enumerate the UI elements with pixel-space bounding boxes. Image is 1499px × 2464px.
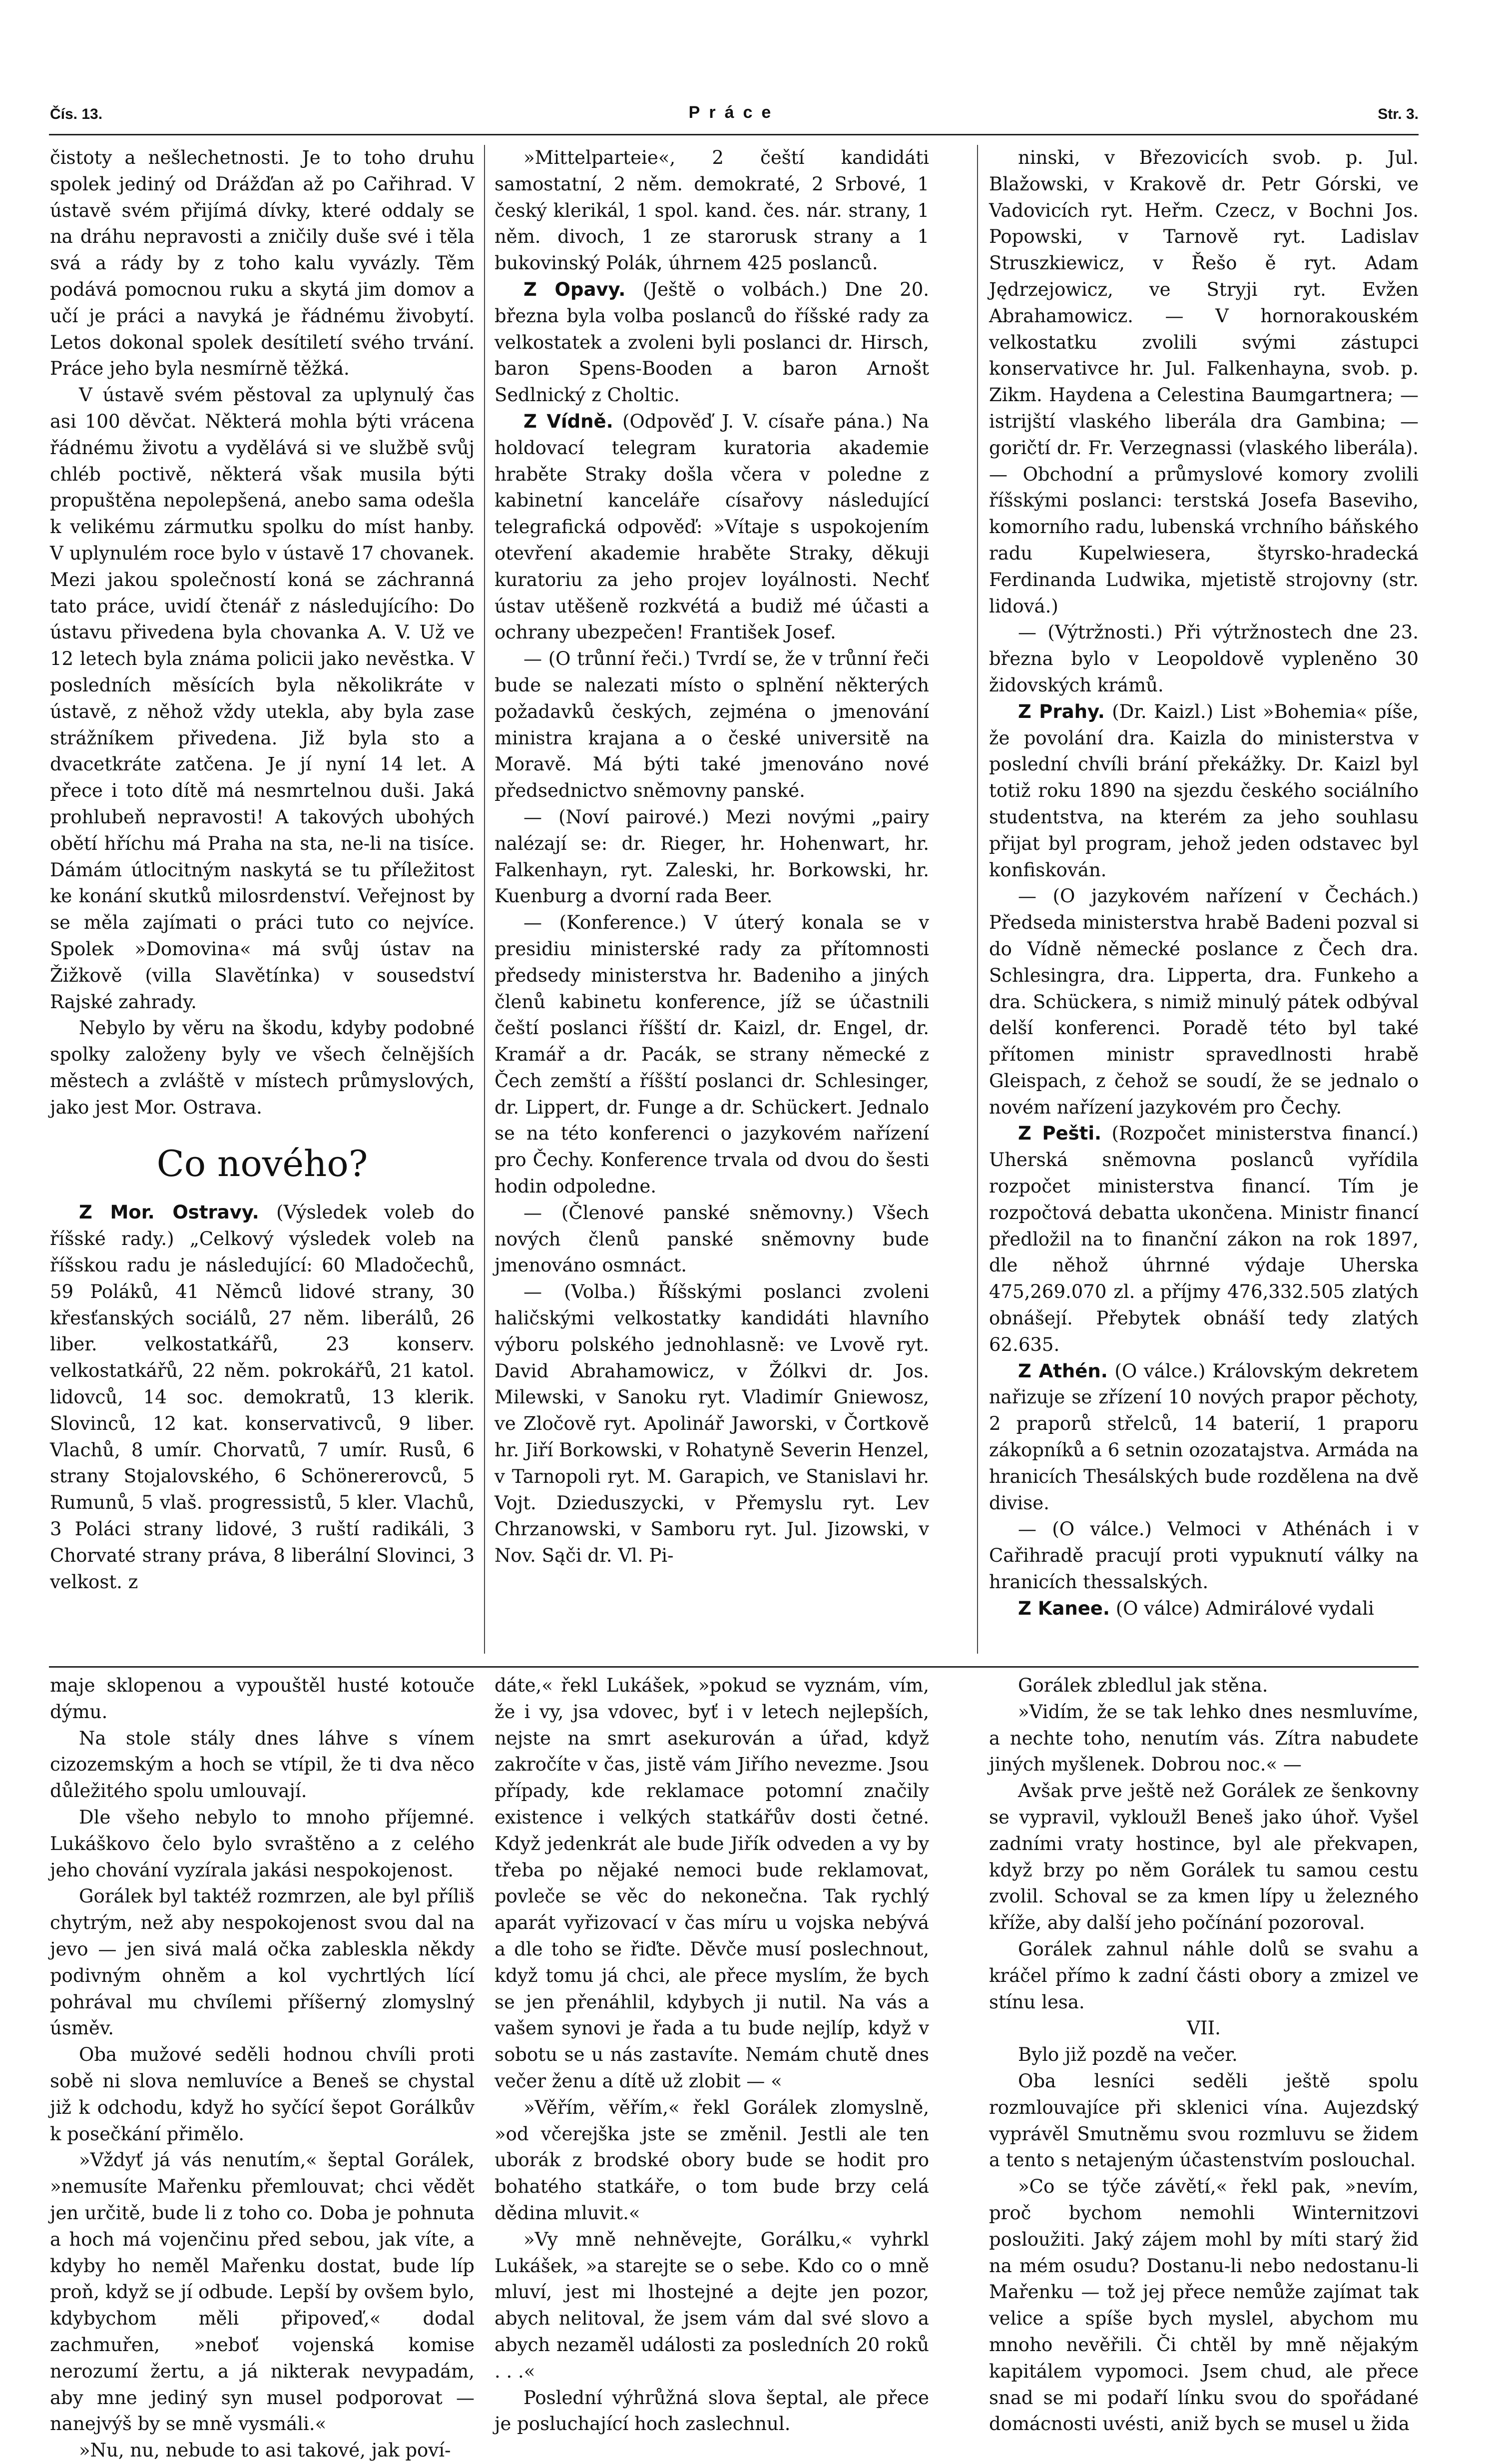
news-item [989, 619, 1419, 698]
paragraph-text: »Věřím, věřím,« řekl Gorálek zlomyslně, »od včerejška jste se změnil. Jestli ale ten uborák z brodské obory bude se hodit pro bohatého statkáře, o tom bude brzy celá dědina mluvit.« [495, 2096, 929, 2224]
paragraph-text: Oba mužové seděli hodnou chvíli proti sobě ni slova nemluvíce a Beneš se chystal již k odchodu, když ho syčící šepot Gorálkův k posečkání přimělo. [50, 2044, 475, 2145]
paragraph-text: »Vy mně nehněvejte, Gorálku,« vyhrkl Lukášek, »a starejte se o sebe. Kdo co o mně mluví, jest mi lhostejné a dejte jen pozor, abych nelitoval, že jsem vám dal své slovo a abych nezaměl události za posledních 20 roků . . .« [495, 2228, 929, 2382]
paragraph-text: »Mittelparteie«, 2 čeští kandidáti samostatní, 2 něm. demokraté, 2 Srbové, 1 český klerikál, 1 spol. kand. čes. nár. strany, 1 něm. divoch, 1 ze starorusk strany a 1 bukovinský Polák, úhrnem 425 poslanců. [495, 147, 929, 274]
page-header [50, 98, 1419, 133]
feuilleton-paragraph [50, 2147, 475, 2438]
feuilleton-paragraph [989, 1936, 1419, 2015]
paragraph-text: (O válce.) Královským dekretem nařizuje se zřízení 10 nových prapor pěchoty, 2 praporů střelců, 14 baterií, 1 praporu zákopníků a 6 setnin ozozatajstva. Armáda na hranicích Thesálských bude rozdělena na dvě divise. [989, 1360, 1419, 1514]
column-2-news [495, 145, 929, 1569]
news-item-lead: Z Mor. Ostravy. [79, 1202, 259, 1224]
news-item-lead: Z Prahy. [1018, 700, 1105, 722]
feuilleton-paragraph [989, 2174, 1419, 2438]
news-item [495, 277, 929, 409]
column-1 [50, 145, 475, 1659]
feuilleton-paragraph [50, 1883, 475, 2042]
paragraph-text: Oba lesníci seděli ještě spolu rozmlouvajíce při sklenici vína. Aujezdský vyprávěl Smutněmu svou rozmluvu se židem a tento s netajeným účastenstvím poslouchal. [989, 2070, 1419, 2171]
article-paragraph [50, 1015, 475, 1121]
paragraph-text: — (Konference.) V úterý konala se v presidiu ministerské rady za přítomnosti předsedy ministerstva hr. Badeniho a jiných členů kabinetu konference, jíž se účastnili čeští poslanci říšští dr. Kaizl, dr. Engel, dr. Kramář a dr. Pacák, se strany německé z Čech zemští a říšští poslanci dr. Schlesinger, dr. Lippert, dr. Funge a dr. Schückert. Jednalo se na této konferenci o jazykovém nařízení pro Čechy. Konference trvala od dvou do šesti hodin odpoledne. [495, 912, 929, 1198]
paragraph-text: »Vidím, že se tak lehko dnes nesmluvíme, a nechte toho, nenutím vás. Zítra nabudete jiných myšlenek. Dobrou noc.« — [989, 1701, 1419, 1776]
feuilleton-paragraph [50, 2042, 475, 2147]
paragraph-text: (Rozpočet ministerstva financí.) Uherská sněmovna poslanců vyřídila rozpočet ministerstva financí. Tím je rozpočtová debatta ukončena. Ministr financí předložil na to finanční zákon na rok 1897, dle něhož úhrnné výdaje Uherska 475,269.070 zl. a příjmy 476,332.505 zlatých obnášejí. Přebytek obnáší tedy zlatých 62.635. [989, 1123, 1419, 1355]
paragraph-text: (Dr. Kaizl.) List »Bohemia« píše, že povolání dra. Kaizla do ministerstva v poslední chvíli brání překážky. Dr. Kaizl byl totiž roku 1890 na sjezdu českého sociálního studentstva, na kterém za jeho souhlasu přijat byl program, jehož jeden odstavec byl konfiskován. [989, 700, 1419, 881]
news-item [495, 409, 929, 646]
feuilleton-paragraph [495, 2095, 929, 2227]
paragraph-text: »Nu, nu, nebude to asi takové, jak poví- [79, 2440, 451, 2462]
feuilleton-paragraph [989, 2042, 1419, 2068]
paragraph-text: ninski, v Březovicích svob. p. Jul. Blažowski, v Krakově dr. Petr Górski, ve Vadovicích ryt. Heřm. Czecz, v Bochni Jos. Popowski, v Tarnově ryt. Ladislav Struszkiewicz, v Řešo ě ryt. Adam Jędrzejowicz, ve Stryji ryt. Evžen Abrahamowicz. — V hornorakouském velkostatku zvolili svými zástupci konservativce hr. Jul. Falkenhayna, svob. p. Zikm. Haydena a Celestina Baumgartnera; — istrijští vlaského liberála dra Gambina; — goričtí dr. Fr. Verzegnassi (vlaského liberála). — Obchodní a průmyslové komory zvolili říšskými poslanci: terstská Josefa Baseviho, komorního radu, lubenská vrchního báňského radu Kupelwiesera, štyrsko-hradecká Ferdinanda Ludwika, mjetistě strojovny (str. lidová.) [989, 147, 1419, 617]
feuilleton-paragraph [495, 2227, 929, 2385]
news-item-lead: Z Opavy. [523, 278, 626, 300]
feuilleton-paragraph [50, 2438, 475, 2464]
article-paragraph [50, 145, 475, 382]
paragraph-text: — (O trůnní řeči.) Tvrdí se, že v trůnní řeči bude se nalezati místo o splnění některých požadavků českých, zejména o jmenování ministra krajana a o české universitě na Moravě. Má býti také jmenováno nové předsednictvo sněmovny panské. [495, 648, 929, 802]
news-item-lead: Z Vídně. [523, 410, 613, 432]
column-divider [484, 145, 485, 1654]
news-item [989, 699, 1419, 884]
paragraph-text: Dle všeho nebylo to mnoho příjemné. Lukáškovo čelo bylo svraštěno a z celého jeho chování vyzírala jakási nespokojenost. [50, 1806, 475, 1881]
news-item [989, 1516, 1419, 1595]
feuilleton-paragraph [989, 2015, 1419, 2042]
header-rule [49, 134, 1419, 135]
news-item [989, 145, 1419, 619]
feuilleton-paragraph [989, 1699, 1419, 1778]
page-number: Str. 3. [1378, 106, 1419, 122]
paragraph-text: Gorálek byl taktéž rozmrzen, ale byl příliš chytrým, než aby nespokojenost svou dal na jevo — jen sivá malá očka zableskla někdy podivným ohněm a kol vychrtlých lící pohrával mu chvílemi příšerný zlomyslný úsměv. [50, 1885, 475, 2039]
paragraph-text: »Co se týče závětí,« řekl pak, »nevím, proč bychom nemohli Winternitzovi posloužiti. Jaký zájem mohl by míti starý žid na mém osudu? Dostanu-li nebo nedostanu-li Mařenku — tož jej přece nemůže zajímat tak velice a spíše bych myslel, abychom mu mnoho nevěřili. Či chtěl by mně nějakým kapitálem vypomoci. Jsem chud, ale přece snad se mi podaří línku svou do spořádané domácnosti uvésti, aniž bych se musel u žida [989, 2176, 1419, 2435]
news-item [495, 1279, 929, 1569]
paragraph-text: Bylo již pozdě na večer. [1018, 2044, 1238, 2066]
newspaper-title: Práce [688, 103, 780, 122]
paragraph-text: — (Volba.) Říšskými poslanci zvoleni haličskými velkostatky kandidáti hlavního výboru polského jednohlasně: ve Lvově ryt. David Abrahamowicz, v Žólkvi dr. Jos. Milewski, v Sanoku ryt. Vladimír Gniewosz, ve Zločově ryt. Apolinář Jaworski, v Čortkově hr. Jiří Borkowski, v Rohatyně Severin Henzel, v Tarnopoli ryt. M. Garapich, ve Stanislavi hr. Vojt. Dzieduszycki, v Přemyslu ryt. Lev Chrzanowski, v Samboru ryt. Jul. Jizowski, v Nov. Sąči dr. Vl. Pi- [495, 1281, 929, 1567]
news-item [495, 804, 929, 910]
feuilleton-column-1 [50, 1673, 475, 2462]
paragraph-text: Poslední výhrůžná slova šeptal, ale přece je posluchající hoch zaslechnul. [495, 2387, 929, 2435]
column-1-article [50, 145, 475, 1121]
column-2 [495, 145, 929, 1659]
feuilleton-paragraph [50, 1726, 475, 1805]
paragraph-text: V ústavě svém pěstoval za uplynulý čas asi 100 děvčat. Některá mohla býti vrácena řádnému životu a vydělává si ve službě svůj chléb poctivě, některá však musila býti propuštěna nepolepšená, anebo sama odešla k velikému zármutku spolku do míst hanby. V uplynulém roce bylo v ústavě 17 chovanek. Mezi jakou společností koná se záchranná tato práce, uvidí čtenář z následujícího: Do ústavu přivedena byla chovanka A. V. Už ve 12 letech byla známa policii jako nevěstka. V posledních měsících byla několikráte v ústavě, z něhož vždy utekla, aby byla zase strážníkem přivedena. Již byla sto a dvacetkráte zatčena. Je jí nyní 14 let. A přece i toto dítě má nesmrtelnou duši. Jaká prohlubeň nepravosti! A takových ubohých obětí hříchu má Praha na sta, ne-li na tisíce. Dámám útlocitným naskytá se tu příležitost ke konání skutků milosrdenství. Veřejnost by se měla zajímati o práci tuto co nejvíce. Spolek »Domovina« má svůj ústav na Žižkově (villa Slavětínka) v sousedství Rajské zahrady. [50, 384, 475, 1013]
feuilleton-column-3 [989, 1673, 1419, 2435]
news-item-lead: Z Pešti. [1018, 1123, 1102, 1145]
issue-number: Čís. 13. [50, 106, 103, 122]
feuilleton-paragraph [989, 1673, 1419, 1699]
paragraph-text: — (O válce.) Velmoci v Athénách i v Cařihradě pracují proti vypuknutí války na hranicích thessalských. [989, 1518, 1419, 1593]
paragraph-text: čistoty a nešlechetnosti. Je to toho druhu spolek jediný od Drážďan až po Cařihrad. V ústavě svém přijímá dívky, které oddaly se na dráhu nepravosti a zničily duše své i těla svá a rády by z toho kalu vyvázly. Těm podává pomocnou ruku a skytá jim domov a učí je práci a navyká je řádnému živobytí. Letos dokonal spolek desítiletí svého trvání. Práce jeho byla nesmírně těžká. [50, 147, 475, 380]
paragraph-text: Gorálek zbledlul jak stěna. [1018, 1675, 1268, 1696]
feuilleton-paragraph [50, 1673, 475, 1726]
paragraph-text: (Odpověď J. V. císaře pána.) Na holdovací telegram kuratoria akademie hraběte Straky došla včera v poledne z kabinetní kanceláře císařovy následující telegrafická odpověď: »Vítaje s uspokojením otevření akademie hraběte Straky, děkuji kuratoriu za jeho projev loyálnosti. Nechť ústav utěšeně rozkvétá a budiž mé účasti a ochrany ubezpečen! František Josef. [495, 410, 929, 643]
paragraph-text: Nebylo by věru na škodu, kdyby podobné spolky založeny byly ve všech čelnějších městech a zvláště v místech průmyslových, jako jest Mor. Ostrava. [50, 1017, 475, 1118]
news-item [989, 1596, 1419, 1622]
paragraph-text: (O válce) Admirálové vydali [1109, 1597, 1374, 1619]
news-item [50, 1200, 475, 1595]
news-item [495, 145, 929, 277]
article-paragraph [50, 382, 475, 1015]
feuilleton-column-2 [495, 1673, 929, 2435]
feuilleton-paragraph [50, 1805, 475, 1883]
paragraph-text: VII. [1187, 2017, 1221, 2039]
paragraph-text: — (Výtržnosti.) Při výtržnostech dne 23. března bylo v Leopoldově vypleněno 30 židovských krámů. [989, 621, 1419, 696]
column-3-news [989, 145, 1419, 1622]
news-item [495, 646, 929, 804]
feuilleton-paragraph [495, 2385, 929, 2438]
news-item-lead: Z Kanee. [1018, 1597, 1110, 1619]
news-item [989, 1358, 1419, 1517]
paragraph-text: Gorálek zahnul náhle dolů se svahu a kráčel přímo k zadní části obory a zmizel ve stínu lesa. [989, 1938, 1419, 2013]
paragraph-text: Na stole stály dnes láhve s vínem cizozemským a hoch se vtípil, že ti dva něco důležitého spolu umlouvají. [50, 1727, 475, 1802]
feuilleton-paragraph [495, 1673, 929, 2095]
paragraph-text: Avšak prve ještě než Gorálek ze šenkovny se vypravil, vykloužl Beneš jako úhoř. Vyšel zadními vraty hostince, byl ale překvapen, když brzy po něm Gorálek tu samou cestu zvolil. Schoval se za kmen lípy u železného kříže, aby další jeho počínání pozoroval. [989, 1780, 1419, 1934]
paragraph-text: — (Noví pairové.) Mezi novými „pairy nalézají se: dr. Rieger, hr. Hohenwart, hr. Falkenhayn, ryt. Zaleski, hr. Borkowski, hr. Kuenburg a dvorní rada Beer. [495, 806, 929, 907]
paragraph-text: dáte,« řekl Lukášek, »pokud se vyznám, vím, že i vy, jsa vdovec, byť i v letech nejlepších, nejste na smrt asekurován a úřad, když zakročíte v čas, jistě vám Jiřího nevezme. Jsou případy, kde reklamace potomní značily existence i velkých statkářův dosti četné. Když jedenkrát ale bude Jiřík odveden a vy by třeba po nějaké nemoci bude reklamovat, povleče se věc do nekonečna. Tak rychlý aparát vyřizovací v čas míru u vojska nebývá a dle toho se řiďte. Děvče musí poslechnout, když tomu já chci, ale přece myslím, že bych se jen přenáhlil, kdybych ji nutil. Na vás a vašem synovi je řada a tu bude nejlíp, když v sobotu se u nás zastavíte. Nemám chutě dnes večer ženu a dítě už zlobit — « [495, 1675, 929, 2092]
column-3 [989, 145, 1419, 1659]
column-divider [977, 145, 978, 1654]
feuilleton-paragraph [989, 2068, 1419, 2174]
feuilleton-paragraph [989, 1778, 1419, 1936]
paragraph-text: — (Členové panské sněmovny.) Všech nových členů panské sněmovny bude jmenováno osmnáct. [495, 1202, 929, 1276]
news-item [989, 1121, 1419, 1358]
paragraph-text: maje sklopenou a vypouštěl husté kotouče dýmu. [50, 1675, 475, 1723]
paragraph-text: (Ještě o volbách.) Dne 20. března byla volba poslanců do říšské rady za velkostatek a zvoleni byli poslanci dr. Hirsch, baron Spens-Booden a baron Arnošt Sedlnický z Choltic. [495, 278, 929, 406]
paragraph-text: (Výsledek voleb do říšské rady.) „Celkový výsledek voleb na říšskou radu je následující: 60 Mladočechů, 59 Poláků, 41 Němců lidové strany, 30 křesťanských sociálů, 27 něm. liberálů, 26 liber. velkostatkářů, 23 konserv. velkostatkářů, 22 něm. pokrokářů, 21 katol. lidovců, 14 soc. demokratů, 13 klerik. Slovinců, 12 kat. konservativců, 9 liber. Vlachů, 8 umír. Chorvatů, 7 umír. Rusů, 6 strany Stojalovského, 6 Schönererovců, 5 Rumunů, 5 vlaš. progressistů, 5 kler. Vlachů, 3 Poláci strany lidové, 3 ruští radikáli, 3 Chorvaté strany práva, 8 liberální Slovinci, 3 velkost. z [50, 1202, 475, 1593]
column-1-news [50, 1200, 475, 1595]
paragraph-text: — (O jazykovém nařízení v Čechách.) Předseda ministerstva hrabě Badeni pozval si do Vídně německé poslance z Čech dra. Schlesingra, dra. Lipperta, dra. Funkeho a dra. Schückera, s nimiž minulý pátek odbýval delší konferenci. Poradě této byl také přítomen ministr spravedlnosti hrabě Gleispach, z čehož se soudí, že se jednalo o novém nařízení jazykovém pro Čechy. [989, 885, 1419, 1118]
news-heading: Co nového? [156, 1143, 368, 1185]
news-item [989, 883, 1419, 1121]
paragraph-text: »Vždyť já vás nenutím,« šeptal Gorálek, »nemusíte Mařenku přemlouvat; chci vědět jen určitě, bude li z toho co. Doba je pohnuta a hoch má vojenčinu před sebou, jak víte, a kdyby ho neměl Mařenku dostat, bude líp proň, když se jí odbude. Lepší by ovšem bylo, kdybychom měli připoveď,« dodal zachmuřen, »neboť vojenská komise nerozumí žertu, a já nikterak nevypadám, aby mne jediný syn musel podporovat — nanejvýš by se mně vysmáli.« [50, 2149, 475, 2435]
news-item [495, 910, 929, 1200]
news-item-lead: Z Athén. [1018, 1360, 1108, 1382]
feuilleton-rule [49, 1666, 1419, 1668]
news-item [495, 1200, 929, 1279]
